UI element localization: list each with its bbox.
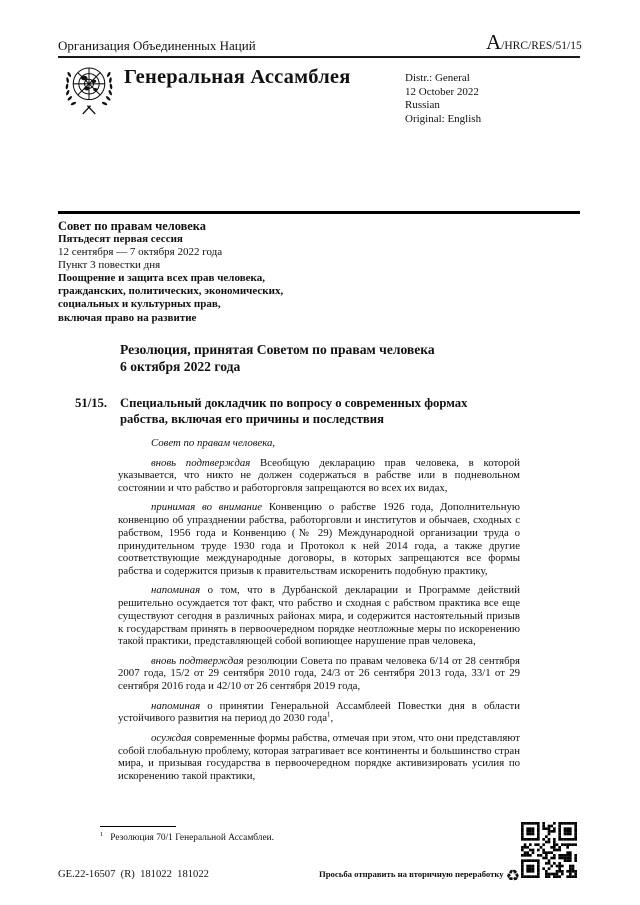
resolution-heading [75, 396, 512, 427]
agenda-title-line: гражданских, политических, экономических, [58, 285, 284, 298]
paragraph-text: Конвенцию о рабстве 1926 года, Дополнительную конвенцию об упразднении рабства, работорговли и институтов и обычаев, сходных с рабством, 1956 года и Конвенцию (№ 29) Международной организации труда о принудительном труде 1930 года и Протокол к ней 2014 года, а также другие соответствующие международные договоры, в которых запрещаются все формы рабства и содержится призыв к правительствам искоренить подобную практику, [118, 501, 520, 577]
resolution-body [118, 437, 520, 783]
agenda-title-line: социальных и культурных прав, [58, 298, 221, 311]
salutation: Совет по правам человека, [151, 437, 276, 449]
preamble-paragraph [118, 584, 520, 648]
footnote-text: Резолюция 70/1 Генеральной Ассамблеи. [110, 833, 275, 844]
session-name: Пятьдесят первая сессия [58, 233, 183, 245]
paragraph-text: Всеобщую декларацию прав человека, в которой указывается, что никто не должен содержаться в рабстве или в подневольном состоянии и что рабство и работорговля запрещаются во всех их видах, [118, 456, 520, 494]
ge-number: GE.22-16507 (R) 181022 181022 [58, 869, 209, 880]
document-symbol [486, 30, 581, 55]
footnote [100, 831, 274, 843]
agenda-title-line: Поощрение и защита всех прав человека, [58, 272, 265, 285]
preamble-paragraph [118, 700, 520, 725]
preamble-paragraph [118, 732, 520, 783]
paragraph-lead: принимая во внимание [151, 501, 263, 514]
footnote-divider [100, 826, 176, 827]
recycle-note [240, 866, 520, 885]
resolution-title [120, 342, 435, 375]
recycle-icon: ♻ [505, 866, 520, 885]
document-symbol-prefix: A [486, 30, 502, 54]
session-dates: 12 сентября — 7 октября 2022 года [58, 246, 223, 259]
org-name: Организация Объединенных Наций [58, 38, 256, 53]
un-emblem-icon [63, 62, 115, 116]
paragraph-lead: напоминая [151, 584, 201, 597]
paragraph-text: о принятии Генеральной Ассамблеей Повестки дня в области устойчивого развития на период до 2030 года [118, 699, 520, 725]
paragraph-lead: осуждая [151, 731, 192, 744]
preamble-paragraph [118, 655, 520, 693]
resolution-title-line-1: Резолюция, принятая Советом по правам человека [120, 342, 435, 357]
recycle-note-text: Просьба отправить на вторичную переработку [318, 869, 504, 879]
paragraph-text: современные формы рабства, отмечая при этом, что они представляют собой глобальную проблему, которая затрагивает все континенты и большинство стран мира, и призывая государства в первоочередном порядке активизировать усилия по искоренению такой практики, [118, 731, 520, 782]
agenda-item: Пункт 3 повестки дня [58, 259, 161, 272]
assembly-title: Генеральная Ассамблея [124, 66, 351, 88]
council-title: Совет по правам человека [58, 219, 206, 233]
resolution-title-line-2: 6 октября 2022 года [120, 358, 241, 374]
original-language-line: Original: English [405, 112, 482, 125]
date-line: 12 October 2022 [405, 85, 479, 98]
document-symbol-suffix: /HRC/RES/51/15 [501, 40, 582, 52]
paragraph-lead: напоминая [151, 699, 201, 712]
distr-line: Distr.: General [405, 72, 470, 84]
language-line: Russian [405, 99, 440, 112]
section-divider-rule [58, 211, 580, 214]
paragraph-lead: вновь подтверждая [151, 456, 251, 469]
distribution-block [405, 72, 481, 126]
preamble-paragraph [118, 457, 520, 495]
resolution-number: 51/15. [75, 396, 108, 410]
paragraph-text: резолюции Совета по правам человека 6/14 от 28 сентября 2007 года, 15/2 от 29 сентября 2010 года, 24/3 от 26 сентября 2013 года, 33/1 от 29 сентября 2016 года и 42/10 от 26 сентября 2019 года, [118, 654, 521, 693]
header-rule [58, 56, 580, 58]
preamble-paragraph [118, 501, 520, 577]
session-block [58, 219, 283, 325]
paragraph-lead: вновь подтверждая [151, 654, 244, 667]
paragraph-text-after: , [330, 712, 334, 725]
paragraph-text: о том, что в Дурбанской декларации и Программе действий решительно осуждается тот факт, что рабство и сходная с рабством практика все еще существуют сегодня в различных районах мира, и содержится настоятельный призыв к государствам принять в первоочередном порядке неотложные меры по искоренению такой практики, представляющей собой вопиющее нарушение прав человека, [118, 584, 520, 648]
qr-code [521, 822, 577, 878]
resolution-subject: Специальный докладчик по вопросу о современных формах рабства, включая его причины и последствия [120, 396, 468, 426]
agenda-title-line: включая право на развитие [58, 311, 197, 324]
footnote-marker: 1 [100, 831, 104, 838]
footnote-ref: 1 [327, 711, 331, 719]
